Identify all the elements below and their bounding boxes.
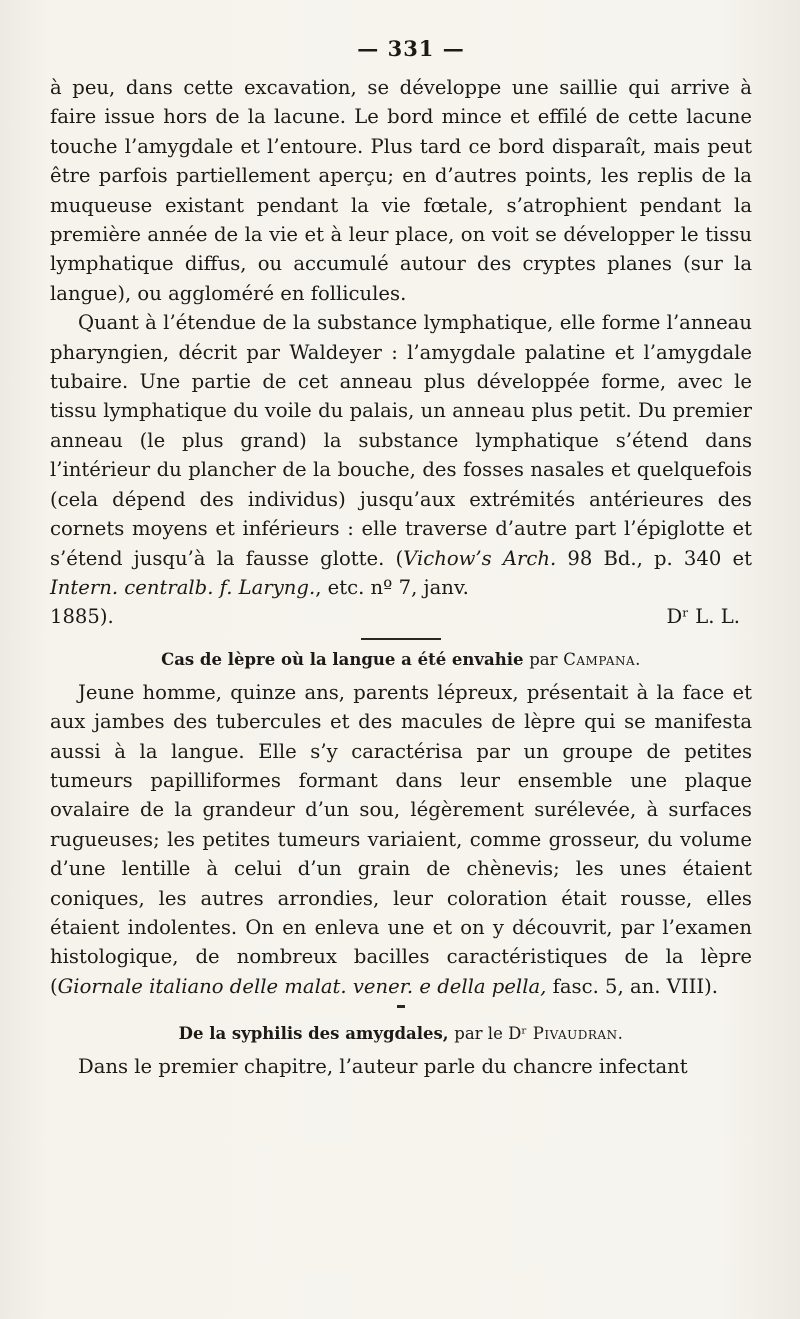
article-author-campana: Campana. (563, 649, 641, 669)
page-number: — 331 — (357, 36, 465, 61)
article-title-syphilis: De la syphilis des amygdales, (178, 1024, 449, 1044)
paragraph-leprosy-text: Jeune homme, quinze ans, parents lépreux, présentait à la face et aux jambes des tubercules et des macules de lèpre qui se manifesta aussi à la langue. Elle s’y caractérisa par un groupe de petites tumeurs papilliformes formant dans leur ensemble une plaque ovalaire de la grandeur d’un sou, légèrement surélevée, à surfaces rugueuses; les petites tumeurs variaient, comme grosseur, du volume d’une lentille à celui d’un grain de chènevis; les unes étaient coniques, les autres arrondies, leur coloration était rousse, elles étaient indolentes. On en enleva une et on y découvrit, par l’examen histologique, de nombreux bacilles caractéristiques de la lèpre ( (50, 680, 752, 998)
closing-text: 1885). (50, 605, 114, 629)
byline-prefix-dr: par le Dʳ (454, 1024, 528, 1044)
reference-centralblatt: Intern. centralb. f. Laryng. (50, 575, 316, 599)
reference-virchow: Vichow’s Arch. (403, 546, 557, 570)
reference-giornale: Giornale italiano delle malat. vener. e della pella, (57, 974, 547, 998)
paragraph-leprosy-case (50, 678, 752, 1001)
reference-giornale-details: fasc. 5, an. VIII). (546, 974, 718, 998)
paragraph-amygdala-development: à peu, dans cette excavation, se développe une saillie qui arrive à faire issue hors de la lacune. Le bord mince et effilé de cette lacune touche l’amygdale et l’entoure. Plus tard ce bord disparaît, mais peut être parfois partiellement aperçu; en d’autres points, les replis de la muqueuse existant pendant la vie fœtale, s’atrophient pendant la première année de la vie et à leur place, on voit se développer le tissu lymphatique diffus, ou accumulé autour des cryptes planes (sur la langue), ou aggloméré en follicules. (50, 76, 752, 305)
author-signature: Dʳ L. L. (666, 605, 740, 629)
section-separator (361, 638, 441, 640)
article-author-pivaudran: Pivaudran. (532, 1024, 624, 1044)
article-title-leprosy: Cas de lèpre où la langue a été envahie (161, 649, 524, 669)
paragraph-lymphatic-ring (50, 308, 752, 602)
reference-centralblatt-details: , etc. nº 7, janv. (315, 575, 469, 599)
signature-line (50, 602, 752, 631)
article-heading-leprosy (50, 648, 752, 672)
section-separator-dot (397, 1005, 405, 1008)
paragraph-lymphatic-ring-text: Quant à l’étendue de la substance lymphatique, elle forme l’anneau pharyngien, décrit par Waldeyer : l’amygdale palatine et l’amygdale tubaire. Une partie de cet anneau plus développée forme, avec le tissu lymphatique du voile du palais, un anneau plus petit. Du premier anneau (le plus grand) la substance lymphatique s’étend dans l’intérieur du plancher de la bouche, des fosses nasales et quelquefois (cela dépend des individus) jusqu’aux extrémités antérieures des cornets moyens et inférieurs : elle traverse d’autre part l’épiglotte et s’étend jusqu’à la fausse glotte. ( (50, 311, 752, 570)
paragraph-syphilis-intro: Dans le premier chapitre, l’auteur parle du chancre infectant (78, 1055, 688, 1079)
article-heading-syphilis (50, 1022, 752, 1046)
byline-prefix: par (529, 649, 558, 669)
reference-virchow-details: 98 Bd., p. 340 et (556, 546, 752, 570)
